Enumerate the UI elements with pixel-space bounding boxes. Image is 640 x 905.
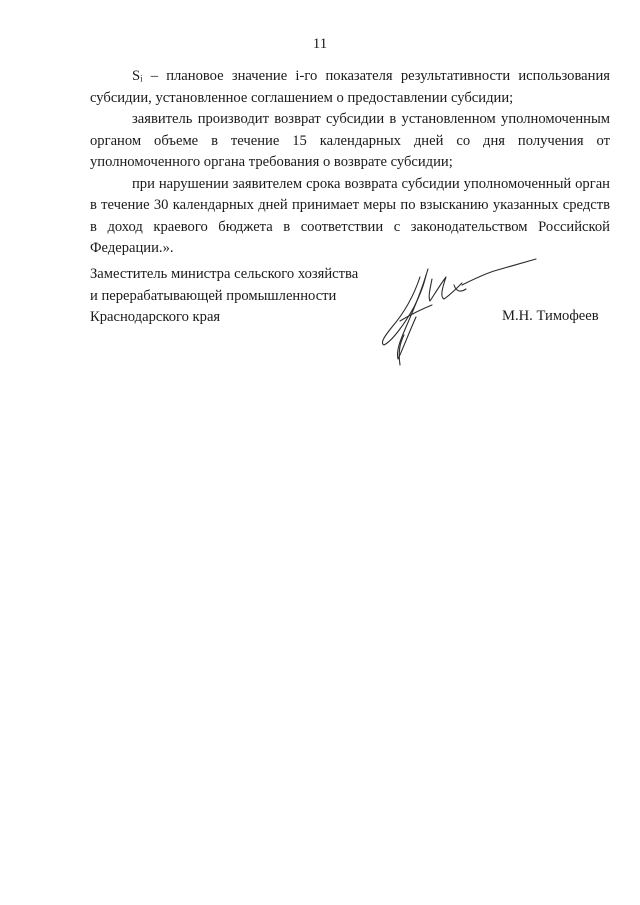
signatory-title	[90, 264, 358, 329]
signatory-title-line-2: и перерабатывающей промышленности	[90, 287, 337, 304]
paragraph-indicator-definition: Sᵢ – плановое значение i-го показателя результативности использования субсидии, установленное соглашением о предоставлении субсидии;	[90, 68, 610, 106]
signatory-title-line-3: Краснодарского края	[90, 309, 221, 325]
paragraph-refund-term: заявитель производит возврат субсидии в установленном уполномоченным органом объеме в течение 15 календарных дней со дня получения от уполномоченного органа требования о возврате субсидии;	[90, 111, 610, 170]
body-text	[90, 66, 610, 260]
signatory-name: М.Н. Тимофеев	[502, 308, 599, 324]
paragraph-refund-violation: при нарушении заявителем срока возврата субсидии уполномоченный орган в течение 30 календарных дней принимает меры по взысканию указанных средств в доход краевого бюджета в соответствии с законодательством Российской Федерации.».	[90, 175, 610, 256]
signatory-title-line-1: Заместитель министра сельского хозяйства	[90, 266, 359, 282]
page-number: 11	[312, 36, 328, 52]
